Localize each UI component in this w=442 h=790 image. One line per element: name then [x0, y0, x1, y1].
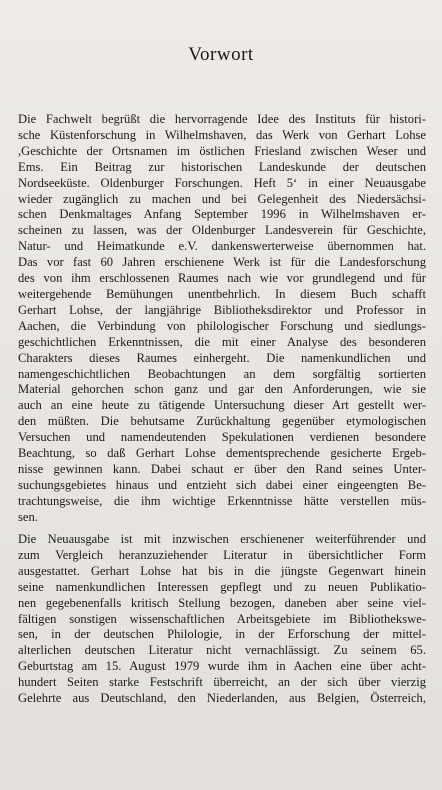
text-line: Gelehrte aus Deutschland, den Niederlanden, aus Belgien, Österreich,: [18, 691, 426, 706]
text-line: Charakters dieses Raumes einhergeht. Die namenkundlichen und: [18, 350, 426, 365]
text-line: den müßten. Die behutsame Zurückhaltung gegenüber etymologischen: [18, 414, 426, 429]
text-line: Ems. Ein Beitrag zur historischen Landeskunde der deutschen: [18, 159, 426, 174]
text-line: schen Denkmaltages Anfang September 1996 in Wilhelmshaven er-: [18, 207, 426, 222]
text-line: hundert Seiten starke Festschrift überreicht, an der sich über vierzig: [18, 675, 426, 690]
text-line: des von ihm erschlossenen Raumes nach wie vor grundlegend und für: [18, 271, 426, 286]
text-line: fältigen sonstigen wissenschaftlichen Arbeitsgebiete im Bibliothekswe-: [18, 611, 426, 626]
text-line: seine namenkundlichen Interessen gepflegt und zu neuen Publikatio-: [18, 579, 426, 594]
text-line: Beachtung, so daß Gerhart Lohse dementsprechende gesicherte Ergeb-: [18, 446, 426, 461]
text-line: namengeschichtlichen Beobachtungen an dem sorgfältig sortierten: [18, 366, 426, 381]
text-line: weitergehende Bemühungen unentbehrlich. In diesem Buch schafft: [18, 286, 426, 301]
text-line: zum Vergleich heranzuziehender Literatur in übersichtlicher Form: [18, 547, 426, 562]
text-line: sche Küstenforschung in Wilhelmshaven, das Werk von Gerhart Lohse: [18, 127, 426, 142]
text-line: nisse gewinnen kann. Dabei schaut er über den Rand seines Unter-: [18, 461, 426, 476]
text-line: Material gehorchen schon ganz und gar den Anforderungen, wie sie: [18, 382, 426, 397]
text-line: wieder zugänglich zu machen und bei Gelegenheit des Niedersächsi-: [18, 191, 426, 206]
text-line: Versuchen und namendeutenden Spekulationen verdienen besondere: [18, 430, 426, 445]
text-line: alterlichen deutschen Literatur nicht vernachlässigt. Zu seinem 65.: [18, 643, 426, 658]
text-line: ,Geschichte der Ortsnamen im östlichen Friesland zwischen Weser und: [18, 143, 426, 158]
text-line: auch an eine heute zu tätigende Untersuchung dieser Art gestellt wer-: [18, 398, 426, 413]
text-line: sen, in der deutschen Philologie, in der Erforschung der mittel-: [18, 627, 426, 642]
paragraph-1: [18, 112, 426, 526]
text-line: Die Fachwelt begrüßt die hervorragende Idee des Instituts für histori-: [18, 112, 426, 126]
text-line: Geburtstag am 15. August 1979 wurde ihm in Aachen eine über acht-: [18, 659, 426, 674]
text-line: Das vor fast 60 Jahren erschienene Werk ist für die Landesforschung: [18, 255, 426, 270]
text-line: Nordseeküste. Oldenburger Forschungen. Heft 5‘ in einer Neuausgabe: [18, 175, 426, 190]
text-line: nen gegebenenfalls kritisch Stellung bezogen, daneben aber seine viel-: [18, 595, 426, 610]
text-line: Aachen, die Verbindung von philologischer Forschung und siedlungs-: [18, 318, 426, 333]
text-line: ausgestattet. Gerhart Lohse hat bis in die jüngste Gegenwart hinein: [18, 563, 426, 578]
text-line: geschichtlichen Erkenntnissen, die mit einer Analyse des besonderen: [18, 334, 426, 349]
text-line: scheinen zu lassen, was der Oldenburger Landesverein für Geschichte,: [18, 223, 426, 238]
paragraph-2: [18, 532, 426, 707]
page-title: Vorwort: [188, 44, 254, 65]
text-line: suchungsgebietes hinaus und entzieht sich dabei einer eingeengten Be-: [18, 477, 426, 492]
text-line: Die Neuausgabe ist mit inzwischen erschienener weiterführender und: [18, 532, 426, 546]
text-line: sen.: [18, 509, 38, 524]
text-line: Natur- und Heimatkunde e.V. dankenswerterweise übernommen hat.: [18, 239, 426, 254]
text-line: Gerhart Lohse, der langjährige Bibliotheksdirektor und Professor in: [18, 302, 426, 317]
text-line: trachtungsweise, die ihm wichtige Erkenntnisse hätte verstellen müs-: [18, 493, 426, 508]
